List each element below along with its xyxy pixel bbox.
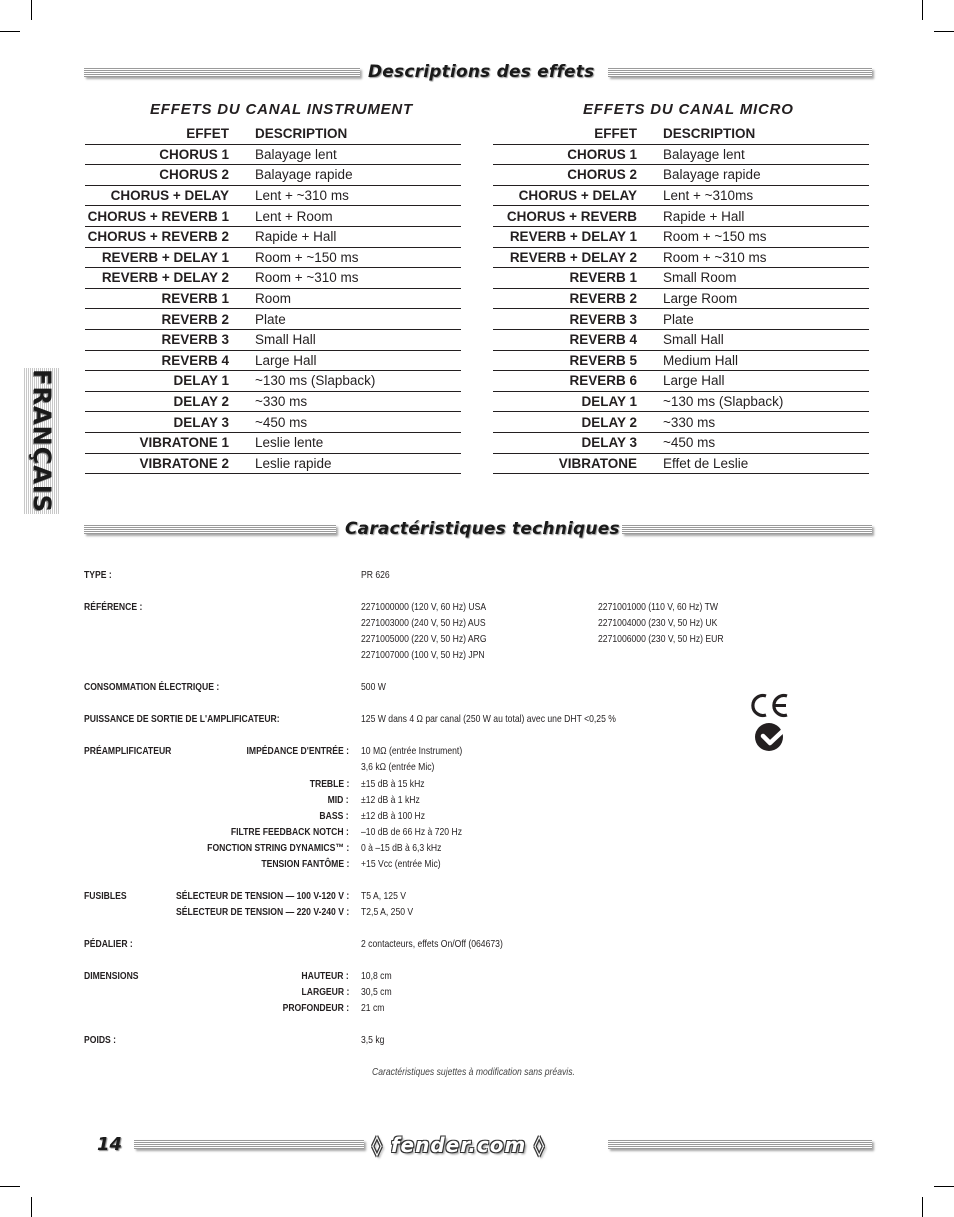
- effect-description-cell: Room + ~310 ms: [663, 247, 869, 268]
- spec-preamp-row-label: MID :: [327, 794, 349, 806]
- spec-preamp-row-label: IMPÉDANCE D'ENTRÉE :: [246, 745, 349, 757]
- effect-name-cell: REVERB 6: [493, 371, 663, 392]
- spec-dim-row-value: 10,8 cm: [361, 970, 392, 982]
- crop-mark: [934, 1186, 954, 1187]
- table-row: [493, 288, 869, 309]
- effect-description-cell: ~130 ms (Slapback): [255, 371, 461, 392]
- effect-name-cell: REVERB + DELAY 1: [493, 226, 663, 247]
- spec-reference-ref5: 2271004000 (230 V, 50 Hz) UK: [598, 617, 718, 629]
- table-row: [85, 391, 461, 412]
- column-header-description: DESCRIPTION: [663, 124, 869, 144]
- spec-preamp-row-value: –10 dB de 66 Hz à 720 Hz: [361, 826, 463, 838]
- footer-rule-left: [134, 1140, 364, 1149]
- effect-description-cell: Plate: [255, 309, 461, 330]
- effect-name-cell: CHORUS 1: [493, 144, 663, 165]
- effect-description-cell: Small Hall: [663, 329, 869, 350]
- table-row: [85, 165, 461, 186]
- instrument-table-title: EFFETS DU CANAL INSTRUMENT: [150, 101, 414, 118]
- spec-type-label: TYPE :: [84, 569, 112, 581]
- effect-description-cell: Large Hall: [663, 371, 869, 392]
- crop-mark: [31, 1197, 32, 1217]
- effect-description-cell: ~330 ms: [663, 412, 869, 433]
- effect-description-cell: Lent + Room: [255, 206, 461, 227]
- effect-description-cell: ~450 ms: [663, 432, 869, 453]
- table-row: [493, 206, 869, 227]
- crop-mark: [0, 31, 20, 32]
- spec-reference-ref1: 2271003000 (240 V, 50 Hz) AUS: [361, 617, 486, 629]
- effect-name-cell: DELAY 1: [493, 391, 663, 412]
- crop-mark: [922, 0, 923, 20]
- table-row: [493, 309, 869, 330]
- spec-reference-ref6: 2271006000 (230 V, 50 Hz) EUR: [598, 633, 724, 645]
- table-row: [85, 350, 461, 371]
- spec-fuse-row-label: SÉLECTEUR DE TENSION — 100 V-120 V :: [175, 890, 349, 902]
- effect-description-cell: Balayage lent: [255, 144, 461, 165]
- table-row: [493, 453, 869, 474]
- effect-name-cell: VIBRATONE: [493, 453, 663, 474]
- effect-description-cell: Room + ~310 ms: [255, 268, 461, 289]
- table-row: [493, 329, 869, 350]
- effect-name-cell: CHORUS + REVERB: [493, 206, 663, 227]
- table-row: [493, 371, 869, 392]
- table-row: [85, 432, 461, 453]
- effect-name-cell: DELAY 1: [85, 371, 255, 392]
- table-row: [493, 144, 869, 165]
- table-header-row: [85, 124, 461, 144]
- spec-reference-ref2: 2271005000 (220 V, 50 Hz) ARG: [361, 633, 487, 645]
- spec-weight-value: 3,5 kg: [361, 1034, 385, 1046]
- effect-description-cell: ~330 ms: [255, 391, 461, 412]
- effect-name-cell: DELAY 2: [85, 391, 255, 412]
- effect-name-cell: CHORUS + DELAY: [85, 185, 255, 206]
- effect-description-cell: Room: [255, 288, 461, 309]
- header-rule-left: [84, 68, 360, 77]
- crop-mark: [0, 1186, 20, 1187]
- spec-output-value: 125 W dans 4 Ω par canal (250 W au total) avec une DHT <0,25 %: [361, 713, 616, 725]
- footer-website: ◊ fender.com ◊: [372, 1133, 546, 1157]
- effect-description-cell: Balayage rapide: [255, 165, 461, 186]
- micro-effects-table: [493, 124, 869, 474]
- spec-pedal-label: PÉDALIER :: [84, 938, 133, 950]
- spec-preamp-row-label: BASS :: [319, 810, 349, 822]
- effect-description-cell: Plate: [663, 309, 869, 330]
- table-row: [85, 371, 461, 392]
- effect-description-cell: ~130 ms (Slapback): [663, 391, 869, 412]
- instrument-effects-table: [85, 124, 461, 474]
- page-number: 14: [97, 1134, 123, 1155]
- spec-dimensions-label: DIMENSIONS: [84, 970, 139, 982]
- micro-table-title: EFFETS DU CANAL MICRO: [583, 101, 794, 118]
- effect-description-cell: Balayage rapide: [663, 165, 869, 186]
- table-row: [85, 185, 461, 206]
- spec-type-value: PR 626: [361, 569, 390, 581]
- column-header-effect: EFFET: [85, 124, 255, 144]
- effect-name-cell: REVERB + DELAY 2: [85, 268, 255, 289]
- effect-description-cell: Lent + ~310 ms: [255, 185, 461, 206]
- spec-preamp-row-label: FILTRE FEEDBACK NOTCH :: [231, 826, 349, 838]
- effect-name-cell: CHORUS 2: [85, 165, 255, 186]
- specs-rule-right: [622, 525, 872, 534]
- table-row: [85, 309, 461, 330]
- effect-name-cell: REVERB 4: [85, 350, 255, 371]
- effect-description-cell: Lent + ~310ms: [663, 185, 869, 206]
- effect-name-cell: CHORUS 1: [85, 144, 255, 165]
- table-row: [493, 226, 869, 247]
- spec-fuse-row-label: SÉLECTEUR DE TENSION — 220 V-240 V :: [175, 906, 349, 918]
- spec-power-label: CONSOMMATION ÉLECTRIQUE :: [84, 681, 220, 693]
- effect-name-cell: REVERB 3: [85, 329, 255, 350]
- table-row: [493, 247, 869, 268]
- effect-name-cell: VIBRATONE 1: [85, 432, 255, 453]
- spec-weight-label: POIDS :: [84, 1034, 117, 1046]
- spec-reference-ref4: 2271001000 (110 V, 60 Hz) TW: [598, 601, 718, 613]
- ce-mark-icon: [748, 693, 790, 718]
- spec-dim-row-label: HAUTEUR :: [301, 970, 349, 982]
- spec-dim-row-label: LARGEUR :: [301, 986, 349, 998]
- spec-pedal-value: 2 contacteurs, effets On/Off (064673): [361, 938, 503, 950]
- effect-name-cell: REVERB + DELAY 1: [85, 247, 255, 268]
- spec-output-label: PUISSANCE DE SORTIE DE L'AMPLIFICATEUR:: [84, 713, 280, 725]
- crop-mark: [31, 0, 32, 20]
- effect-description-cell: Balayage lent: [663, 144, 869, 165]
- table-row: [85, 329, 461, 350]
- table-row: [85, 288, 461, 309]
- effect-description-cell: Small Room: [663, 268, 869, 289]
- spec-reference-ref0: 2271000000 (120 V, 60 Hz) USA: [361, 601, 487, 613]
- spec-preamp-row-value: 10 MΩ (entrée Instrument): [361, 745, 463, 757]
- table-row: [493, 185, 869, 206]
- effect-name-cell: REVERB 2: [85, 309, 255, 330]
- spec-preamp-row-value: 0 à –15 dB à 6,3 kHz: [361, 842, 442, 854]
- table-row: [85, 247, 461, 268]
- spec-preamp-row-value: ±15 dB à 15 kHz: [361, 778, 425, 790]
- effect-description-cell: Rapide + Hall: [255, 226, 461, 247]
- effect-description-cell: Large Room: [663, 288, 869, 309]
- effect-description-cell: Rapide + Hall: [663, 206, 869, 227]
- table-header-row: [493, 124, 869, 144]
- effect-name-cell: REVERB 4: [493, 329, 663, 350]
- effect-name-cell: REVERB 1: [493, 268, 663, 289]
- column-header-description: DESCRIPTION: [255, 124, 461, 144]
- effect-name-cell: CHORUS + REVERB 2: [85, 226, 255, 247]
- effect-description-cell: Small Hall: [255, 329, 461, 350]
- language-side-label: FRANÇAIS: [28, 369, 56, 513]
- table-row: [493, 165, 869, 186]
- spec-preamp-row-value: ±12 dB à 1 kHz: [361, 794, 420, 806]
- effect-description-cell: ~450 ms: [255, 412, 461, 433]
- effect-name-cell: REVERB 1: [85, 288, 255, 309]
- effect-name-cell: DELAY 3: [85, 412, 255, 433]
- spec-reference-label: RÉFÉRENCE :: [84, 601, 143, 613]
- spec-fuse-row-value: T2,5 A, 250 V: [361, 906, 414, 918]
- spec-preamp-row-value: 3,6 kΩ (entrée Mic): [361, 761, 435, 773]
- effect-name-cell: REVERB 5: [493, 350, 663, 371]
- effect-name-cell: DELAY 2: [493, 412, 663, 433]
- spec-preamp-row-label: TREBLE :: [309, 778, 349, 790]
- effect-name-cell: DELAY 3: [493, 432, 663, 453]
- table-row: [493, 432, 869, 453]
- table-row: [85, 226, 461, 247]
- specs-disclaimer: Caractéristiques sujettes à modification sans préavis.: [372, 1066, 575, 1078]
- effect-description-cell: Room + ~150 ms: [255, 247, 461, 268]
- c-tick-mark-icon: [749, 722, 791, 752]
- spec-preamp-row-value: ±12 dB à 100 Hz: [361, 810, 426, 822]
- effect-description-cell: Effet de Leslie: [663, 453, 869, 474]
- section-title-specs: Caractéristiques techniques: [345, 519, 620, 539]
- spec-dim-row-value: 21 cm: [361, 1002, 385, 1014]
- spec-fuse-row-value: T5 A, 125 V: [361, 890, 406, 902]
- effect-name-cell: CHORUS 2: [493, 165, 663, 186]
- spec-preamp-row-label: TENSION FANTÔME :: [260, 858, 349, 870]
- spec-power-value: 500 W: [361, 681, 386, 693]
- spec-preamp-row-value: +15 Vcc (entrée Mic): [361, 858, 441, 870]
- effect-description-cell: Large Hall: [255, 350, 461, 371]
- footer-rule-right: [608, 1140, 872, 1149]
- table-row: [85, 268, 461, 289]
- header-rule-right: [608, 68, 872, 77]
- effect-description-cell: Room + ~150 ms: [663, 226, 869, 247]
- spec-fuse-label: FUSIBLES: [84, 890, 127, 902]
- section-title-effects: Descriptions des effets: [368, 62, 595, 82]
- spec-dim-row-label: PROFONDEUR :: [282, 1002, 349, 1014]
- effect-name-cell: REVERB 2: [493, 288, 663, 309]
- table-row: [85, 144, 461, 165]
- effect-name-cell: REVERB + DELAY 2: [493, 247, 663, 268]
- effect-name-cell: VIBRATONE 2: [85, 453, 255, 474]
- column-header-effect: EFFET: [493, 124, 663, 144]
- spec-preamp-row-label: FONCTION STRING DYNAMICS™ :: [206, 842, 349, 854]
- crop-mark: [922, 1197, 923, 1217]
- effect-description-cell: Medium Hall: [663, 350, 869, 371]
- spec-reference-ref3: 2271007000 (100 V, 50 Hz) JPN: [361, 649, 485, 661]
- spec-dim-row-value: 30,5 cm: [361, 986, 392, 998]
- effect-description-cell: Leslie lente: [255, 432, 461, 453]
- table-row: [493, 391, 869, 412]
- spec-preamp-label: PRÉAMPLIFICATEUR: [84, 745, 172, 757]
- table-row: [85, 453, 461, 474]
- effect-name-cell: CHORUS + REVERB 1: [85, 206, 255, 227]
- table-row: [493, 268, 869, 289]
- effect-description-cell: Leslie rapide: [255, 453, 461, 474]
- table-row: [493, 412, 869, 433]
- table-row: [85, 206, 461, 227]
- table-row: [493, 350, 869, 371]
- effect-name-cell: REVERB 3: [493, 309, 663, 330]
- crop-mark: [934, 31, 954, 32]
- specs-rule-left: [84, 525, 336, 534]
- effect-name-cell: CHORUS + DELAY: [493, 185, 663, 206]
- table-row: [85, 412, 461, 433]
